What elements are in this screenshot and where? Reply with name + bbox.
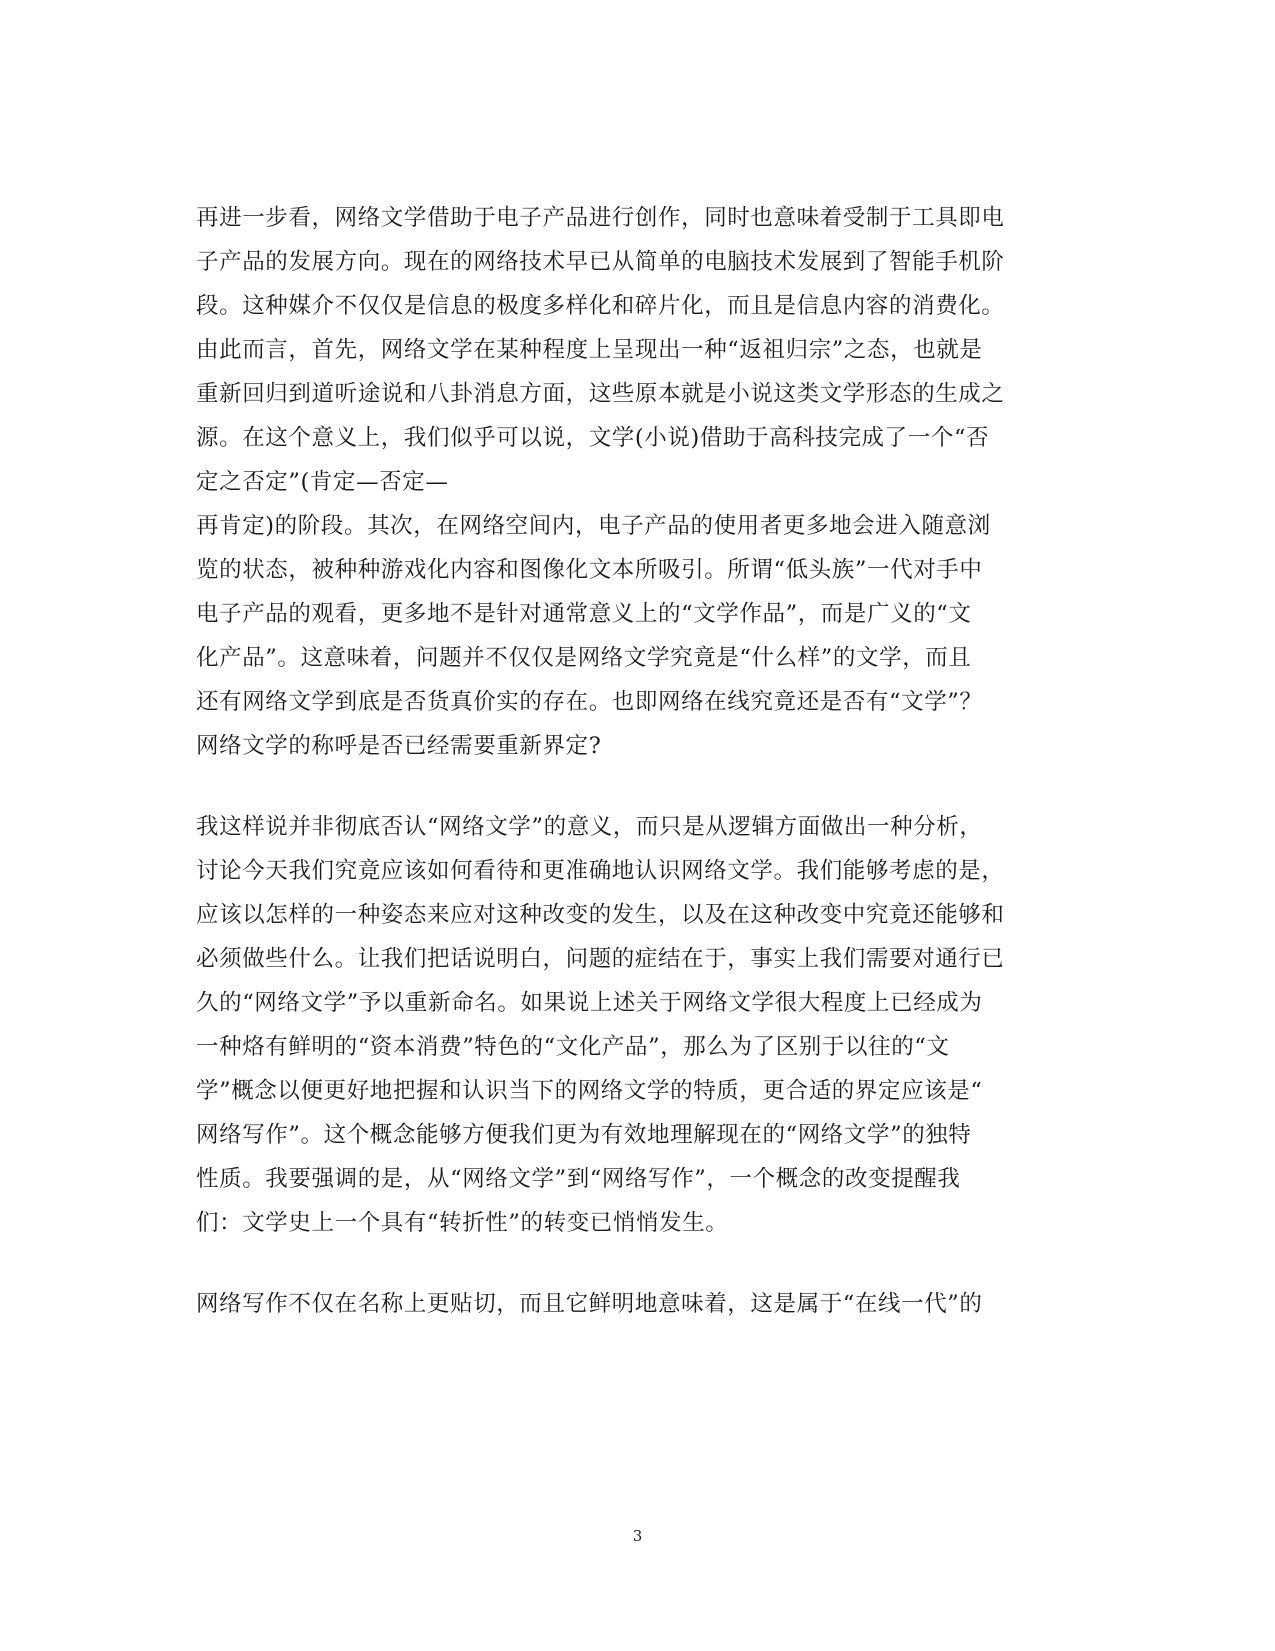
text-line: 览的状态，被种种游戏化内容和图像化文本所吸引。所谓“低头族”一代对手中: [196, 557, 983, 583]
text-line: 源。在这个意义上，我们似乎可以说，文学(小说)借助于高科技完成了一个“否: [196, 425, 990, 451]
text-line: 必须做些什么。让我们把话说明白，问题的症结在于，事实上我们需要对通行已: [196, 946, 1005, 972]
text-line: 一种烙有鲜明的“资本消费”特色的“文化产品”，那么为了区别于以往的“文: [196, 1034, 950, 1060]
text-line: 讨论今天我们究竟应该如何看待和更准确地认识网络文学。我们能够考虑的是，: [196, 858, 1005, 884]
text-line: 网络写作不仅在名称上更贴切，而且它鲜明地意味着，这是属于“在线一代”的: [196, 1291, 983, 1317]
text-line: 重新回归到道听途说和八卦消息方面，这些原本就是小说这类文学形态的生成之: [196, 381, 1005, 407]
text-line: 化产品”。这意味着，问题并不仅仅是网络文学究竟是“什么样”的文学，而且: [196, 645, 972, 671]
page-number: 3: [632, 1527, 643, 1545]
text-line: 网络文学的称呼是否已经需要重新界定?: [196, 733, 602, 759]
text-line: 段。这种媒介不仅仅是信息的极度多样化和碎片化，而且是信息内容的消费化。: [196, 293, 1005, 319]
text-line: 性质。我要强调的是，从“网络文学”到“网络写作”，一个概念的改变提醒我: [196, 1166, 961, 1192]
text-line: 再肯定)的阶段。其次，在网络空间内，电子产品的使用者更多地会进入随意浏: [196, 513, 991, 539]
text-line: 学”概念以便更好地把握和认识当下的网络文学的特质，更合适的界定应该是“: [196, 1078, 983, 1104]
text-line: 子产品的发展方向。现在的网络技术早已从简单的电脑技术发展到了智能手机阶: [196, 249, 1005, 275]
text-line: 我这样说并非彻底否认“网络文学”的意义，而只是从逻辑方面做出一种分析，: [196, 814, 983, 840]
text-line: 久的“网络文学”予以重新命名。如果说上述关于网络文学很大程度上已经成为: [196, 990, 983, 1016]
text-line: 网络写作”。这个概念能够方便我们更为有效地理解现在的“网络文学”的独特: [196, 1122, 972, 1148]
text-line: 还有网络文学到底是否货真价实的存在。也即网络在线究竟还是否有“文学”？: [196, 689, 983, 715]
text-line: 应该以怎样的一种姿态来应对这种改变的发生，以及在这种改变中究竟还能够和: [196, 902, 1005, 928]
text-line: 们：文学史上一个具有“转折性”的转变已悄悄发生。: [196, 1210, 729, 1236]
text-line: 再进一步看，网络文学借助于电子产品进行创作，同时也意味着受制于工具即电: [196, 205, 1005, 231]
text-line: 电子产品的观看，更多地不是针对通常意义上的“文学作品”，而是广义的“文: [196, 601, 972, 627]
text-line: 由此而言，首先，网络文学在某种程度上呈现出一种“返祖归宗”之态，也就是: [196, 337, 983, 363]
text-line: 定之否定”(肯定—否定—: [196, 469, 449, 495]
